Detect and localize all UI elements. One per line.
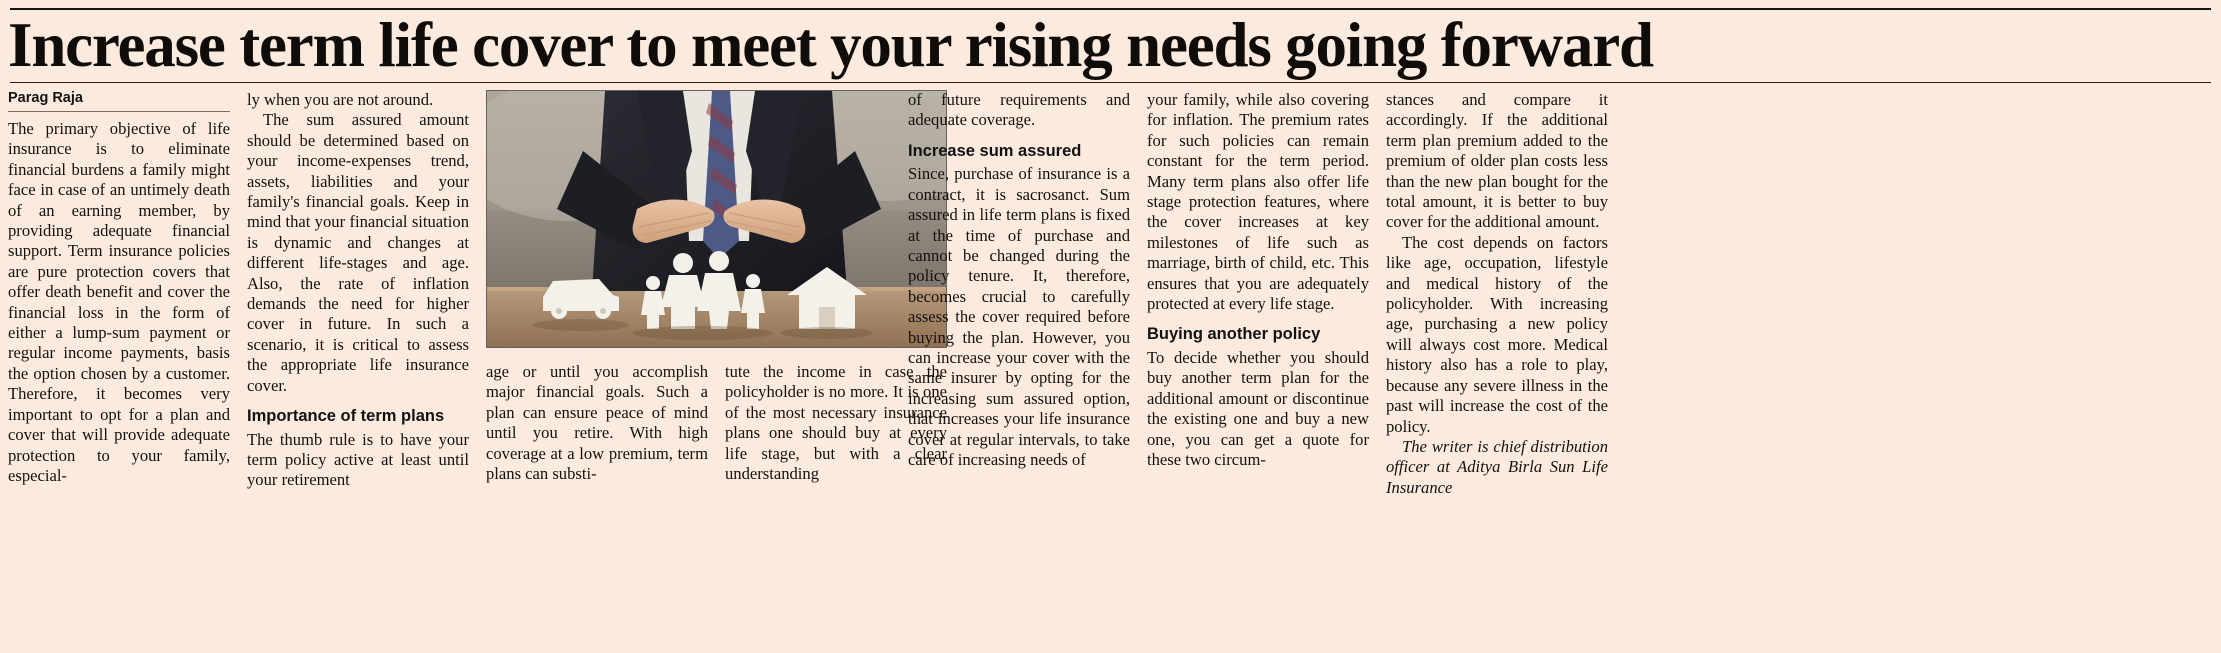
headline-rule	[10, 82, 2211, 83]
paragraph: tute the income in case the policyholder is no more. It is one of the most necessary insurance plans one should buy at every life stage, but with a clear understanding	[725, 362, 947, 484]
paragraph: of future requirements and adequate coverage.	[908, 90, 1130, 130]
subhead-buying-another-policy: Buying another policy	[1147, 325, 1321, 344]
paragraph: The cost depends on factors like age, occupation, lifestyle and medical history of the policyholder. With increasing age, purchasing a new policy will always cost more. Medical history also has a role to play, because any severe illness in the past will increase the cost of the policy.	[1386, 232, 1608, 436]
hands-protecting-paper-family-car-house-icon	[487, 91, 947, 348]
paragraph: Since, purchase of insurance is a contract, it is sacrosanct. Sum assured in life term plans is fixed at the time of purchase and cannot be changed during the policy tenure. It, therefore, becomes crucial to carefully assess the cover required before buying the plan. However, you can increase your cover with the same insurer by opting for the increasing sum assured option, that increases your life insurance cover at regular intervals, to take care of increasing needs of	[908, 164, 1130, 469]
subhead-increase-sum-assured: Increase sum assured	[908, 141, 1082, 160]
paragraph: your family, while also covering for inflation. The premium rates for such policies can remain constant for the term period. Many term plans also offer life stage protection features, where the cover increases at key milestones of life such as marriage, birth of child, etc. This ensures that you are adequately protected at every life stage.	[1147, 90, 1369, 314]
paragraph: The thumb rule is to have your term policy active at least until your retirement	[247, 429, 469, 490]
paragraph: ly when you are not around.	[247, 90, 434, 109]
paragraph: To decide whether you should buy another term plan for the additional amount or discontinue the existing one and buy a new one, you can get a quote for these two circum-	[1147, 347, 1369, 469]
byline: Parag Raja	[8, 90, 83, 106]
column-1	[8, 90, 230, 646]
page-title: Increase term life cover to meet your rising needs going forward	[8, 10, 1653, 80]
paragraph: age or until you accomplish major financial goals. Such a plan can ensure peace of mind until you retire. With high coverage at a low premium, term plans can substi-	[486, 362, 708, 484]
column-2	[247, 90, 469, 646]
column-5	[908, 90, 1130, 646]
byline-rule	[8, 111, 230, 112]
article-photo	[486, 90, 947, 348]
article-columns	[8, 90, 2213, 646]
column-6	[1147, 90, 1369, 646]
column-3	[486, 362, 708, 484]
paragraph: stances and compare it accordingly. If the additional term plan premium added to the premium of older plan costs less than the new plan bought for the total amount, it is better to buy cover for the additional amount.	[1386, 90, 1608, 232]
subhead-importance-of-term-plans: Importance of term plans	[247, 407, 445, 426]
column-7	[1386, 90, 1608, 646]
paragraph: The primary objective of life insurance is to eliminate financial burdens a family might face in case of an untimely death of an earning member, by providing adequate financial support. Term insurance policies are pure protection covers that offer death benefit and cover the financial loss in the form of either a lump-sum payment or regular income payments, basis the option chosen by a customer. Therefore, it becomes very important to opt for a plan and cover that will provide adequate protection to your family, especial-	[8, 119, 230, 485]
author-credit: The writer is chief distribution officer at Aditya Birla Sun Life Insurance	[1386, 436, 1608, 497]
paragraph: The sum assured amount should be determined based on your income-expenses trend, assets, liabilities and your family's financial goals. Keep in mind that your financial situation is dynamic and changes at different life-stages and age. Also, the rate of inflation demands the need for higher cover in future. In such a scenario, it is critical to assess the appropriate life insurance cover.	[247, 110, 469, 395]
